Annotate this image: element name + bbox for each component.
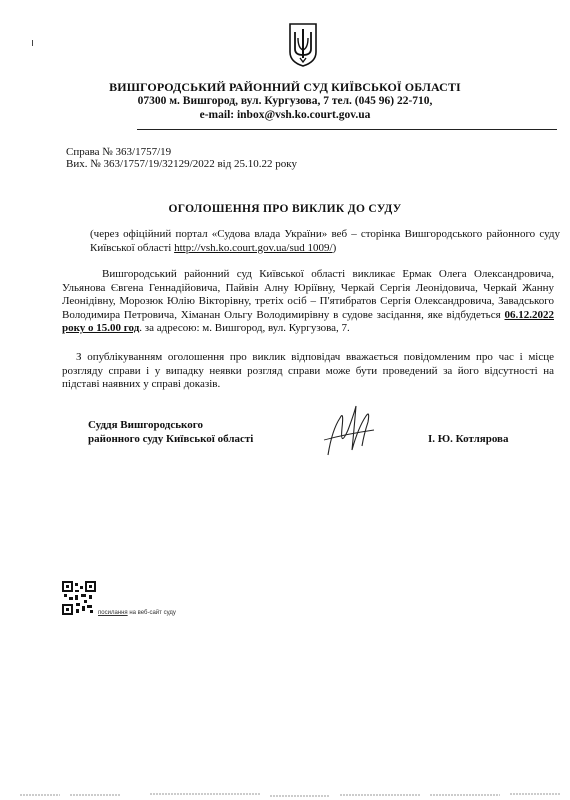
- handwritten-signature: [318, 400, 378, 460]
- judge-title-line2: районного суду Київської області: [88, 433, 254, 445]
- judge-name: І. Ю. Котлярова: [428, 433, 509, 445]
- portal-note-text: (через офіційний портал «Судова влада України» веб – сторінка Вишгородського районного суду Київської області: [90, 228, 560, 254]
- court-name: ВИШГОРОДСЬКИЙ РАЙОННИЙ СУД КИЇВСЬКОЇ ОБЛАСТІ: [109, 80, 461, 94]
- portal-link[interactable]: http://vsh.ko.court.gov.ua/sud 1009/: [174, 241, 333, 254]
- hearing-date: 06.12.2022 року о 15.00 год: [62, 308, 554, 335]
- qr-caption-link[interactable]: посилання: [98, 610, 128, 616]
- margin-mark: [32, 40, 33, 46]
- judge-title: [88, 418, 253, 446]
- portal-note-end: ): [332, 241, 337, 254]
- qr-code-icon[interactable]: [62, 581, 96, 615]
- header-divider: [137, 129, 557, 130]
- document-title: ОГОЛОШЕННЯ ПРО ВИКЛИК ДО СУДУ: [168, 203, 402, 215]
- judge-title-line1: Суддя Вишгородського: [88, 419, 203, 431]
- portal-note: [90, 228, 560, 255]
- case-number: Справа № 363/1757/19: [66, 146, 172, 158]
- summons-paragraph: [62, 268, 554, 336]
- scan-noise: [0, 790, 570, 800]
- summons-address: . за адресою: м. Вишгород, вул. Кургузова, 7.: [139, 322, 350, 335]
- summons-text: Вишгородський районний суд Київської області викликає Ермак Олега Олександровича, Ульянова Євгена Геннадійовича, Пайвін Алну Юріївну, Черкай Сергія Леонідовича, Черкай Жанну Леонідівну, Морозюк Юлію Вікторівну, третіх осіб – П'ятибратов Сергія Олександровича, Завадського Володимира Петровича, Хіманан Ольгу Володимирівну в судове засідання, яке відбудеться: [62, 268, 554, 321]
- notice-paragraph: З опублікуванням оголошення про виклик відповідач вважається повідомленим про час і місце розгляду справи і у випадку неявки розгляд справи може бути проведений за його відсутності на підставі наявних у справі доказів.: [62, 351, 554, 391]
- court-address: 07300 м. Вишгород, вул. Кургузова, 7 тел. (045 96) 22-710,: [137, 95, 433, 107]
- outgoing-number: Вих. № 363/1757/19/32129/2022 від 25.10.22 року: [66, 158, 297, 170]
- qr-caption-text: на веб-сайт суду: [127, 610, 176, 616]
- qr-caption: [98, 610, 176, 616]
- court-email: e-mail: inbox@vsh.ko.court.gov.ua: [199, 109, 371, 121]
- coat-of-arms-icon: [288, 22, 318, 68]
